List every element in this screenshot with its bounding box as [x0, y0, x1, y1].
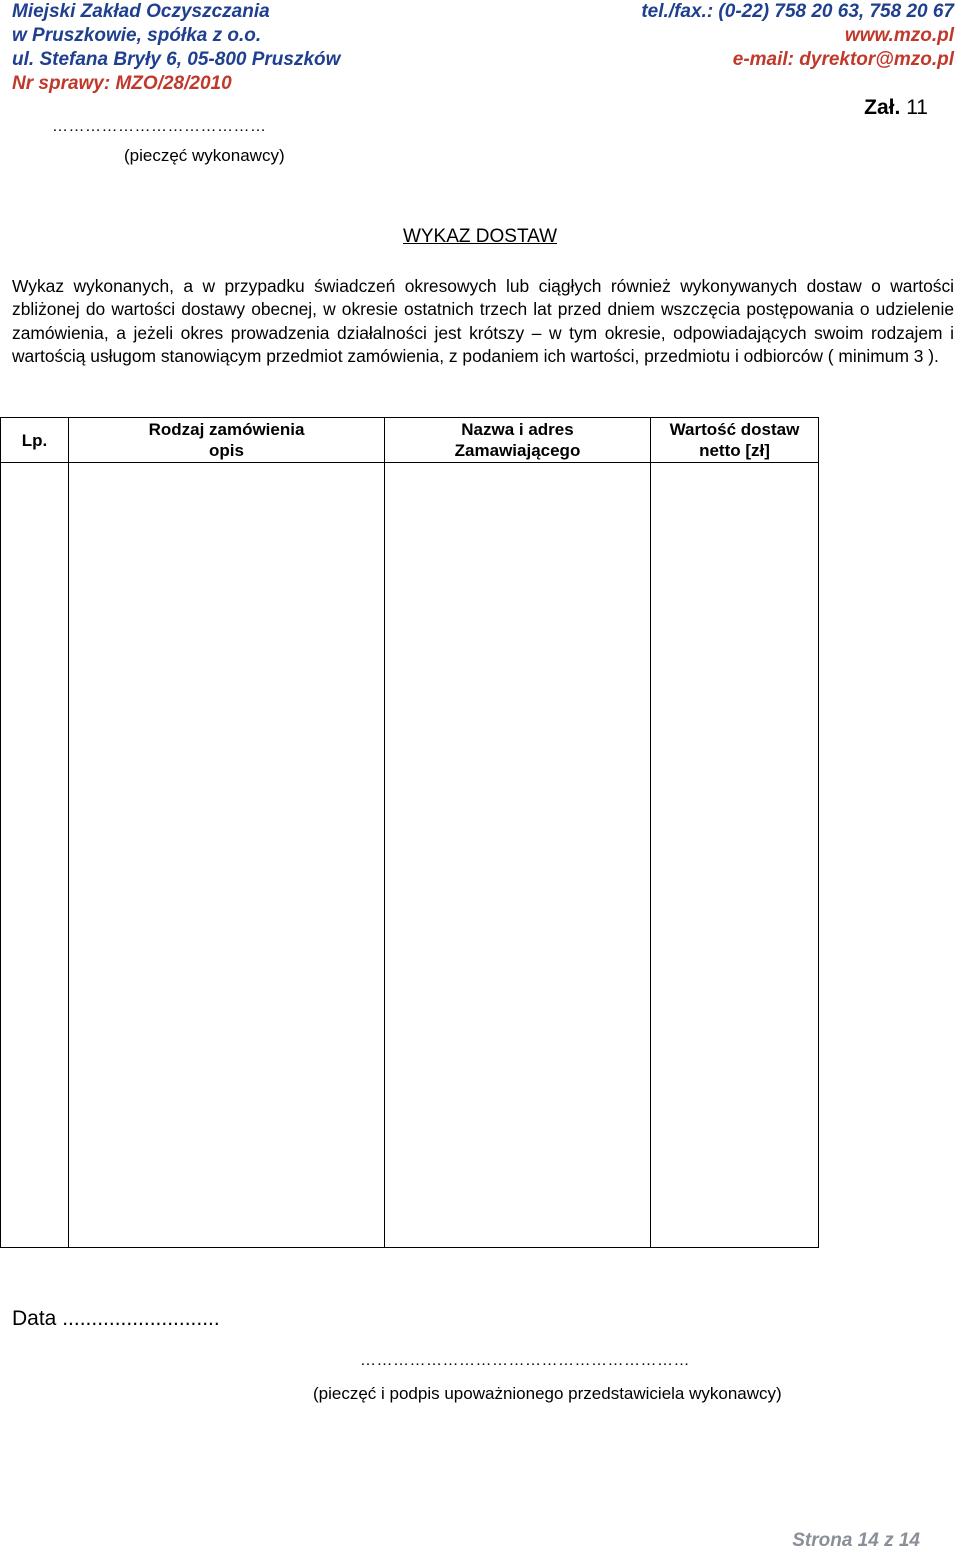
attachment-number: 11	[906, 96, 928, 119]
column-header-client-line1: Nazwa i adres	[461, 420, 574, 439]
contractor-stamp-label: (pieczęć wykonawcy)	[124, 146, 285, 165]
date-field[interactable]: Data ...........................	[12, 1307, 220, 1330]
letterhead-row-3	[12, 48, 954, 72]
cell-type[interactable]	[69, 463, 385, 1248]
letterhead-row-1	[12, 0, 954, 24]
attachment-prefix: Zał.	[864, 96, 901, 119]
column-header-value	[651, 418, 819, 463]
email-link[interactable]: e-mail: dyrektor@mzo.pl	[732, 49, 954, 70]
cell-lp[interactable]	[1, 463, 69, 1248]
cell-value[interactable]	[651, 463, 819, 1248]
description-paragraph: Wykaz wykonanych, a w przypadku świadczeń okresowych lub ciągłych również wykonywanych dostaw o wartości zbliżonej do wartości dostawy obecnej, w okresie ostatnich trzech lat przed dniem wszczęcia postępowania o udzielenie zamówienia, a jeżeli okres prowadzenia działalności jest krótszy – w tym okresie, odpowiadających swoim rodzajem i wartością usługom stanowiącym przedmiot zamówienia, z podaniem ich wartości, przedmiotu i odbiorców ( minimum 3 ).	[12, 276, 954, 367]
column-header-client	[385, 418, 651, 463]
attachment-label	[864, 96, 928, 120]
document-title: WYKAZ DOSTAW	[402, 226, 558, 247]
letterhead-row-2	[12, 24, 954, 48]
table-header-row	[1, 418, 819, 463]
page-number: Strona 14 z 14	[792, 1530, 920, 1551]
letterhead	[12, 0, 954, 96]
company-location: w Pruszkowie, spółka z o.o.	[12, 25, 262, 46]
deliveries-table	[0, 417, 819, 1248]
letterhead-row-4	[12, 72, 954, 96]
company-name: Miejski Zakład Oczyszczania	[12, 1, 270, 22]
contractor-stamp-dots: …………………………………	[52, 118, 267, 135]
column-header-type-line1: Rodzaj zamówienia	[148, 420, 305, 439]
case-number: Nr sprawy: MZO/28/2010	[12, 73, 232, 94]
column-header-lp-line1: Lp.	[21, 430, 48, 450]
company-address: ul. Stefana Bryły 6, 05-800 Pruszków	[12, 49, 341, 70]
column-header-value-line1: Wartość dostaw	[669, 420, 800, 439]
signature-label: (pieczęć i podpis upoważnionego przedstawiciela wykonawcy)	[313, 1384, 782, 1403]
column-header-lp	[1, 418, 69, 463]
column-header-value-line2: netto [zł]	[699, 441, 770, 460]
cell-client[interactable]	[385, 463, 651, 1248]
signature-dots: ……………………………………………………	[360, 1352, 690, 1369]
table-row	[1, 463, 819, 1248]
phone-fax: tel./fax.: (0-22) 758 20 63, 758 20 67	[641, 1, 954, 22]
column-header-type-line2: opis	[209, 441, 244, 460]
website-link[interactable]: www.mzo.pl	[844, 25, 954, 46]
column-header-client-line2: Zamawiającego	[454, 441, 581, 460]
column-header-type	[69, 418, 385, 463]
